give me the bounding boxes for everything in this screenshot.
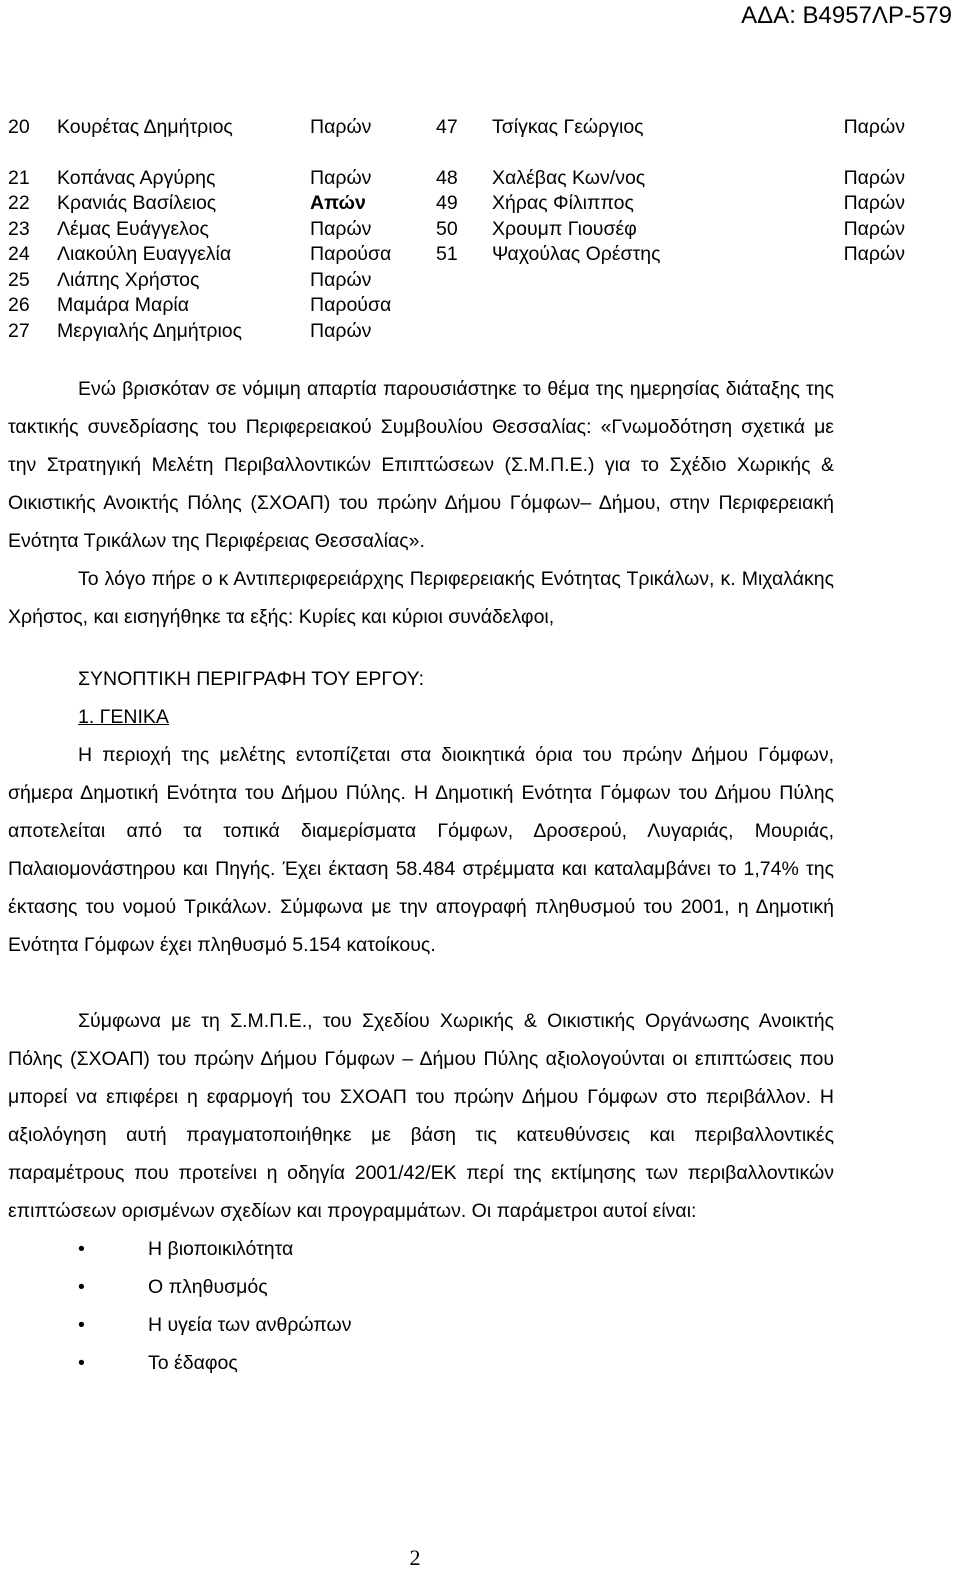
attendance-row [0,242,960,268]
member-number: 51 [436,243,458,265]
agenda-paragraph: Ενώ βρισκόταν σε νόμιμη απαρτία παρουσιάστηκε το θέμα της ημερησίας διάταξης της τακτικής συνεδρίασης του Περιφερειακού Συμβουλίου Θεσσαλίας: «Γνωμοδότηση σχετικά με την Στρατηγική Μελέτη Περιβαλλοντικών Επιπτώσεων (Σ.Μ.Π.Ε.) για το Σχέδιο Χωρικής & Οικιστικής Ανοικτής Πόλης (ΣΧΟΑΠ) του πρώην Δήμου Γόμφων– Δήμου, στην Περιφερειακή Ενότητα Τρικάλων της Περιφέρειας Θεσσαλίας». [8,378,834,552]
attendance-row [0,166,960,192]
list-item: • Ο πληθυσμός [8,1268,834,1306]
list-item: • Η βιοποικιλότητα [8,1230,834,1268]
member-name: Μεργιαλής Δημήτριος [57,319,243,342]
attendance-list [0,115,960,344]
member-number: 49 [436,192,458,214]
member-name: Λιακούλη Ευαγγελία [57,243,232,265]
member-number: 50 [436,217,458,240]
member-status: Παρούσα [310,294,392,316]
member-number: 27 [8,319,30,342]
list-item: • Το έδαφος [8,1344,834,1382]
member-status: Παρών [843,217,905,240]
member-name: Λέμας Ευάγγελος [57,217,209,240]
assessment-paragraph: Σύμφωνα με τη Σ.Μ.Π.Ε., του Σχεδίου Χωρικής & Οικιστικής Οργάνωσης Ανοικτής Πόλης (ΣΧΟΑΠ) του πρώην Δήμου Γόμφων – Δήμου Πύλης αξιολογούνται οι επιπτώσεις που μπορεί να επιφέρει η εφαρμογή του ΣΧΟΑΠ του πρώην Δήμου Γόμφων στο περιβάλλον. Η αξιολόγηση αυτή πραγματοποιήθηκε με βάση τις κατευθύνσεις και περιβαλλοντικές παραμέτρους που προτείνει η οδηγία 2001/42/ΕΚ περί της εκτίμησης των περιβαλλοντικών επιπτώσεων ορισμένων σχεδίων και προγραμμάτων. Οι παράμετροι αυτοί είναι: [8,1010,834,1222]
member-number: 23 [8,217,30,240]
bullet-icon: • [78,1276,85,1298]
list-item: • Η υγεία των ανθρώπων [8,1306,834,1344]
member-name: Κουρέτας Δημήτριος [57,116,233,138]
member-status: Παρών [310,116,372,138]
attendance-row [0,217,960,243]
member-number: 26 [8,294,30,316]
member-status: Απών [310,192,366,214]
member-number: 47 [436,116,458,138]
section-heading: ΣΥΝΟΠΤΙΚΗ ΠΕΡΙΓΡΑΦΗ ΤΟΥ ΕΡΓΟΥ: [78,668,425,690]
attendance-row [0,293,960,319]
member-status: Παρών [843,116,905,138]
page-number: 2 [409,1545,421,1570]
parameter-list [8,1230,834,1382]
member-name: Τσίγκας Γεώργιος [492,116,644,138]
member-number: 20 [8,116,30,138]
member-name: Χαλέβας Κων/νος [492,166,646,189]
member-name: Κρανιάς Βασίλειος [57,192,217,214]
member-status: Παρών [843,166,905,189]
member-status: Παρών [310,217,372,240]
member-status: Παρούσα [310,243,392,265]
general-paragraph: Η περιοχή της μελέτης εντοπίζεται στα διοικητικά όρια του πρώην Δήμου Γόμφων, σήμερα Δημοτική Ενότητα του Δήμου Πύλης. Η Δημοτική Ενότητα Γόμφων του Δήμου Πύλης αποτελείται από τα τοπικά διαμερίσματα Γόμφων, Δροσερού, Λυγαριάς, Μουριάς, Παλαιομονάστηρου και Πηγής. Έχει έκταση 58.484 στρέμματα και καταλαμβάνει το 1,74% της έκτασης του νομού Τρικάλων. Σύμφωνα με την απογραφή πληθυσμού του 2001, η Δημοτική Ενότητα Γόμφων έχει πληθυσμό 5.154 κατοίκους. [8,744,834,956]
member-number: 24 [8,243,30,265]
document-body [8,370,834,1382]
member-number: 48 [436,166,458,189]
bullet-icon: • [78,1314,85,1336]
attendance-row [0,268,960,294]
member-name: Κοπάνας Αργύρης [57,166,216,189]
member-status: Παρών [310,268,372,291]
member-status: Παρών [843,192,905,214]
attendance-row [0,115,960,141]
member-status: Παρών [310,166,372,189]
member-number: 25 [8,268,30,291]
member-name: Μαμάρα Μαρία [57,294,190,316]
member-status: Παρών [310,319,372,342]
bullet-icon: • [78,1352,85,1374]
member-name: Χρουμπ Γιουσέφ [492,217,637,240]
bullet-icon: • [78,1238,85,1260]
subsection-heading: 1. ΓΕΝΙΚΑ [78,706,169,728]
ada-identifier: ΑΔΑ: Β4957ΛΡ-579 [741,2,952,29]
member-name: Χήρας Φίλιππος [492,192,634,214]
attendance-row [0,319,960,345]
member-number: 21 [8,166,30,189]
member-number: 22 [8,192,30,214]
member-status: Παρών [843,243,905,265]
member-name: Ψαχούλας Ορέστης [492,243,661,265]
speaker-paragraph: Το λόγο πήρε ο κ Αντιπεριφερειάρχης Περιφερειακής Ενότητας Τρικάλων, κ. Μιχαλάκης Χρήστος, και εισηγήθηκε τα εξής: Κυρίες και κύριοι συνάδελφοι, [8,568,834,628]
member-name: Λιάπης Χρήστος [57,268,200,291]
attendance-row [0,191,960,217]
